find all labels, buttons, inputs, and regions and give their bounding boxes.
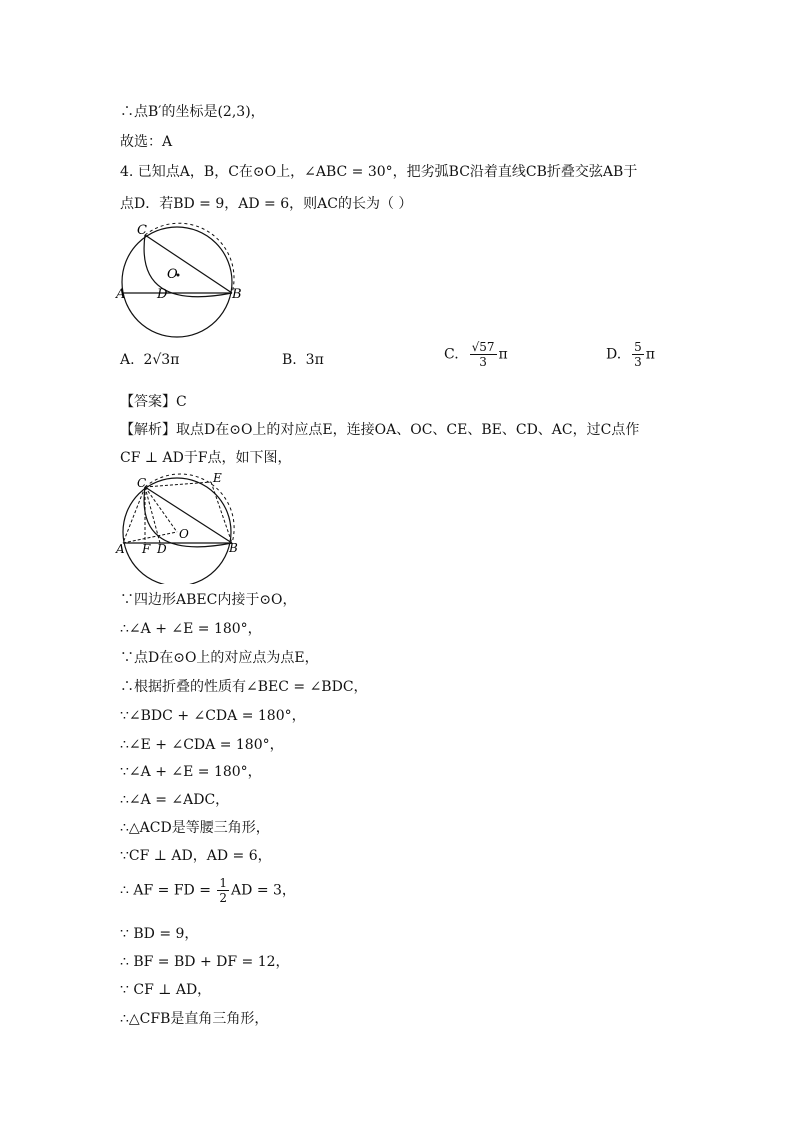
label-a: A — [116, 287, 126, 302]
option-c-fraction — [470, 340, 497, 369]
step-11-suffix: AD = 3， — [231, 882, 296, 899]
step-4: ∴根据折叠的性质有∠BEC = ∠BDC， — [120, 679, 368, 695]
label-o-2: O — [179, 527, 189, 541]
half-fraction — [217, 876, 229, 905]
question-4-line-1: 4. 已知点A，B，C在⊙O上，∠ABC = 30°，把劣弧BC沿着直线CB折叠交弦AB于 — [120, 164, 638, 180]
half-denominator: 2 — [219, 891, 228, 905]
step-14: ∵ CF ⊥ AD， — [120, 982, 212, 998]
option-a-value: 2√3π — [143, 352, 180, 368]
option-d-label: D. — [606, 346, 622, 363]
option-d-pi: π — [645, 346, 655, 363]
option-a — [120, 352, 179, 368]
label-b: B — [232, 287, 242, 302]
label-a-2: A — [116, 542, 125, 556]
option-c-denominator: 3 — [479, 355, 487, 369]
option-d — [606, 340, 655, 369]
step-11-prefix: ∴ AF = FD = — [120, 882, 211, 899]
step-7: ∵∠A + ∠E = 180°， — [120, 764, 262, 780]
option-c-label: C. — [444, 346, 459, 363]
explanation-line-2: CF ⊥ AD于F点，如下图， — [120, 450, 292, 466]
option-b-label: B. — [282, 352, 297, 368]
label-f: F — [142, 542, 151, 556]
option-d-fraction — [632, 340, 644, 369]
chord-cb — [145, 235, 232, 293]
solution-figure — [115, 472, 245, 584]
explanation-line-1: 【解析】取点D在⊙O上的对应点E，连接OA、OC、CE、BE、CD、AC，过C点作 — [120, 422, 640, 438]
option-b-value: 3π — [305, 352, 324, 368]
option-a-label: A. — [120, 352, 135, 368]
label-d-2: D — [157, 542, 167, 556]
label-e: E — [213, 472, 222, 485]
option-c-pi: π — [498, 346, 508, 363]
half-numerator: 1 — [219, 876, 228, 890]
option-d-numerator: 5 — [634, 340, 642, 354]
step-1: ∵四边形ABEC内接于⊙O， — [120, 592, 297, 608]
step-6: ∴∠E + ∠CDA = 180°， — [120, 737, 284, 753]
label-d: D — [157, 287, 168, 302]
original-arc-bc — [145, 223, 234, 293]
line-choice-a: 故选：A — [120, 134, 173, 150]
step-15: ∴△CFB是直角三角形， — [120, 1011, 269, 1027]
step-9: ∴△ACD是等腰三角形， — [120, 820, 270, 836]
label-o: O — [167, 267, 178, 282]
label-b-2: B — [229, 541, 238, 555]
segment-be — [211, 482, 232, 543]
step-3: ∵点D在⊙O上的对应点为点E， — [120, 650, 319, 666]
option-d-denominator: 3 — [634, 355, 642, 369]
step-2: ∴∠A + ∠E = 180°， — [120, 621, 262, 637]
step-13: ∴ BF = BD + DF = 12， — [120, 954, 290, 970]
step-11 — [120, 876, 296, 905]
option-c — [444, 340, 508, 369]
line-coordinate-result: ∴点B′的坐标是(2,3)， — [120, 104, 265, 120]
step-8: ∴∠A = ∠ADC， — [120, 792, 230, 808]
label-c: C — [137, 223, 147, 238]
option-c-numerator: √57 — [471, 340, 495, 354]
step-5: ∵∠BDC + ∠CDA = 180°， — [120, 708, 306, 724]
question-4-line-2: 点D．若BD = 9，AD = 6，则AC的长为（ ） — [120, 196, 413, 212]
option-b — [282, 352, 324, 368]
label-c-2: C — [137, 476, 147, 490]
answer-line: 【答案】C — [120, 394, 187, 410]
step-12: ∵ BD = 9， — [120, 926, 199, 942]
step-10: ∵CF ⊥ AD，AD = 6， — [120, 848, 272, 864]
question-figure — [115, 222, 250, 340]
